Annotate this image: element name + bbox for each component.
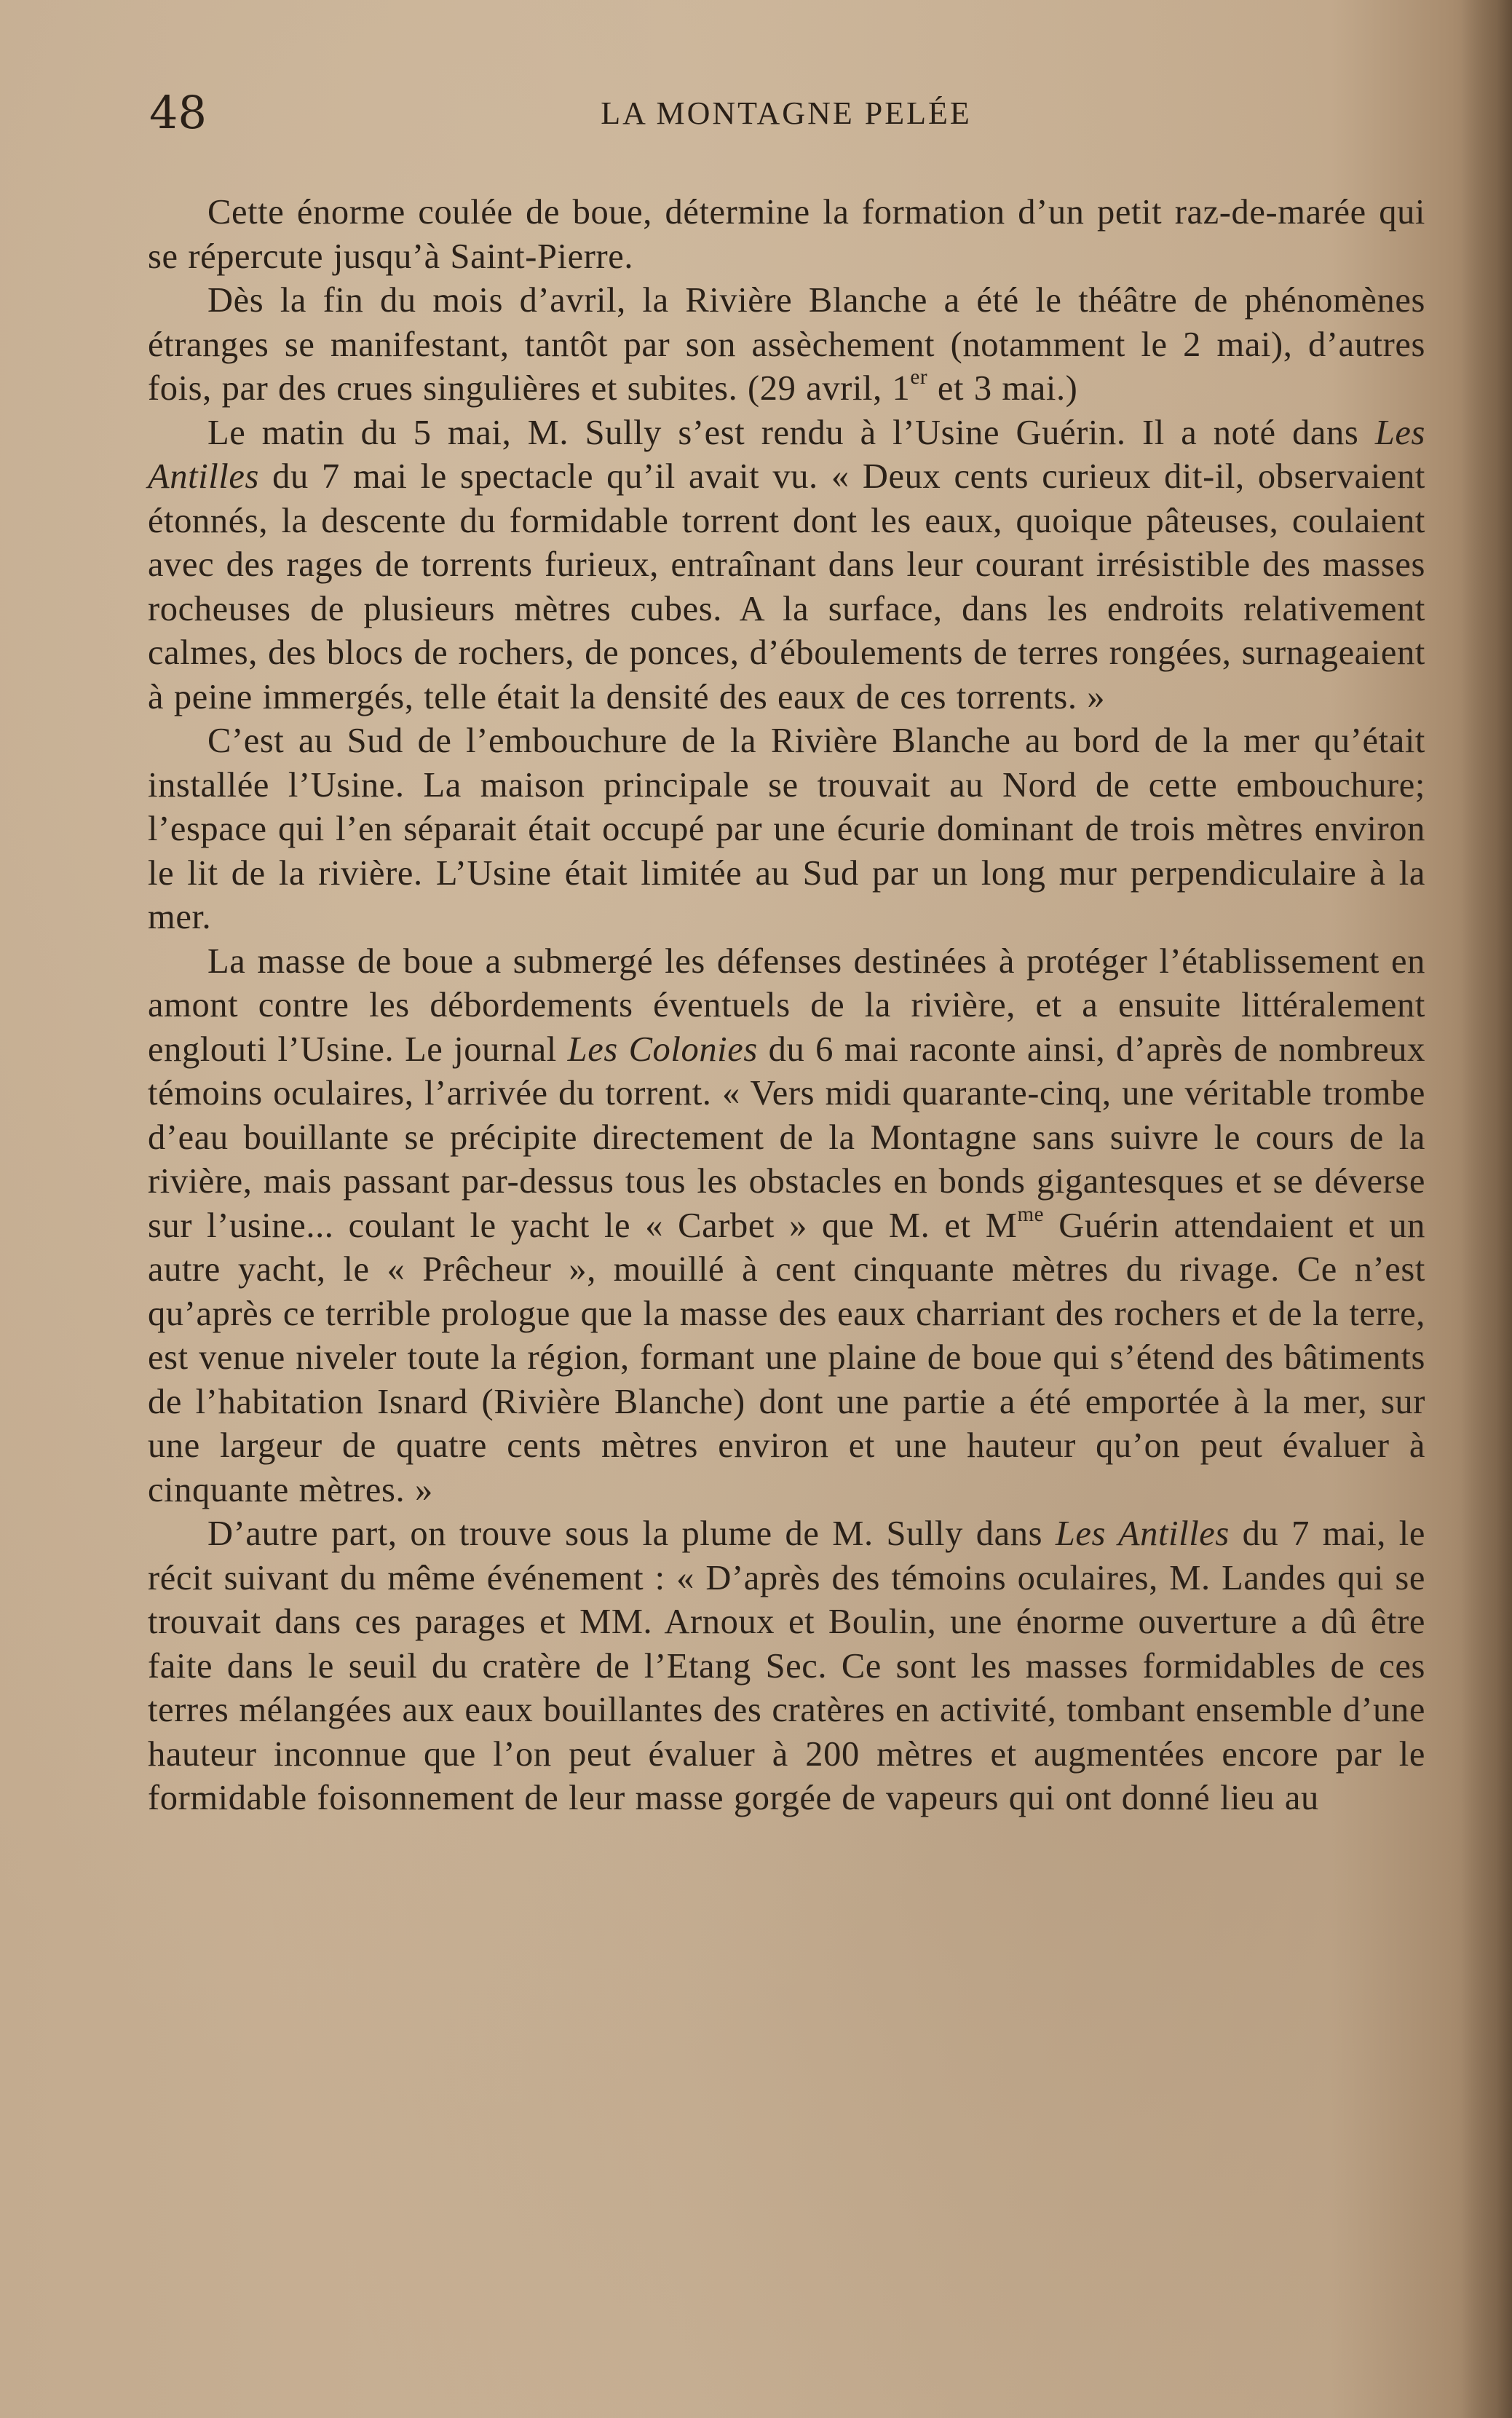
body-text	[148, 191, 1425, 1821]
running-title: LA MONTAGNE PELÉE	[601, 95, 972, 131]
paragraph-5: La masse de boue a submergé les défenses destinées à protéger l’établissement en amont contre les débordements éventuels de la rivière, et a ensuite littéralement englouti l’Usine. Le journal Les Colonies du 6 mai raconte ainsi, d’après de nombreux témoins oculaires, l’arrivée du torrent. « Vers midi quarante-cinq, une véritable trombe d’eau bouillante se précipite directement de la Montagne sans suivre le cours de la rivière, mais passant par-dessus tous les obstacles en bonds gigantesques et se déverse sur l’usine... coulant le yacht le « Carbet » que M. et $M^{me}$ Guérin attendaient et un autre yacht, le « Prêcheur », mouillé à cent cinquante mètres du rivage. Ce n’est qu’après ce terrible prologue que la masse des eaux charriant des rochers et de la terre, est venue niveler toute la région, formant une plaine de boue qui s’étend des bâtiments de l’habitation Isnard (Rivière Blanche) dont une partie a été emportée à la mer, sur une largeur de quatre cents mètres environ et une hauteur qu’on peut évaluer à cinquante mètres. »	[148, 941, 1425, 1509]
page-edge-shadow	[1461, 0, 1512, 2418]
paragraph-2: Dès la fin du mois d’avril, la Rivière Blanche a été le théâtre de phénomènes étranges se manifestant, tantôt par son assèchement (notamment le 2 mai), d’autres fois, par des crues singulières et subites. (29 avril, 1er et 3 mai.)	[148, 281, 1425, 408]
paragraph-3: Le matin du 5 mai, M. Sully s’est rendu à l’Usine Guérin. Il a noté dans Les Antilles du 7 mai le spectacle qu’il avait vu. « Deux cents curieux dit-il, observaient étonnés, la descente du formidable torrent dont les eaux, quoique pâteuses, coulaient avec des rages de torrents furieux, entraînant dans leur courant irrésistible des masses rocheuses de plusieurs mètres cubes. A la surface, dans les endroits relativement calmes, des blocs de rochers, de ponces, d’éboulements de terres rongées, surnageaient à peine immergés, telle était la densité des eaux de ces torrents. »	[148, 413, 1425, 716]
paragraph-1: Cette énorme coulée de boue, détermine la formation d’un petit raz-de-marée qui se répercute jusqu’à Saint-Pierre.	[148, 193, 1425, 276]
paragraph-4: C’est au Sud de l’embouchure de la Rivière Blanche au bord de la mer qu’était installée l’Usine. La maison principale se trouvait au Nord de cette embouchure; l’espace qui l’en séparait était occupé par une écurie dominant de trois mètres environ le lit de la rivière. L’Usine était limitée au Sud par un long mur perpendiculaire à la mer.	[148, 722, 1425, 936]
page-number: 48	[149, 86, 207, 139]
page-header	[149, 86, 1423, 144]
paragraph-6: D’autre part, on trouve sous la plume de M. Sully dans Les Antilles du 7 mai, le récit suivant du même événement : « D’après des témoins oculaires, M. Landes qui se trouvait dans ces parages et MM. Arnoux et Boulin, une énorme ouverture a dû être faite dans le seuil du cratère de l’Etang Sec. Ce sont les masses formidables de ces terres mélangées aux eaux bouillantes des cratères en activité, tombant ensemble d’une hauteur inconnue que l’on peut évaluer à 200 mètres et augmentées encore par le formidable foisonnement de leur masse gorgée de vapeurs qui ont donné lieu au	[148, 1514, 1426, 1817]
